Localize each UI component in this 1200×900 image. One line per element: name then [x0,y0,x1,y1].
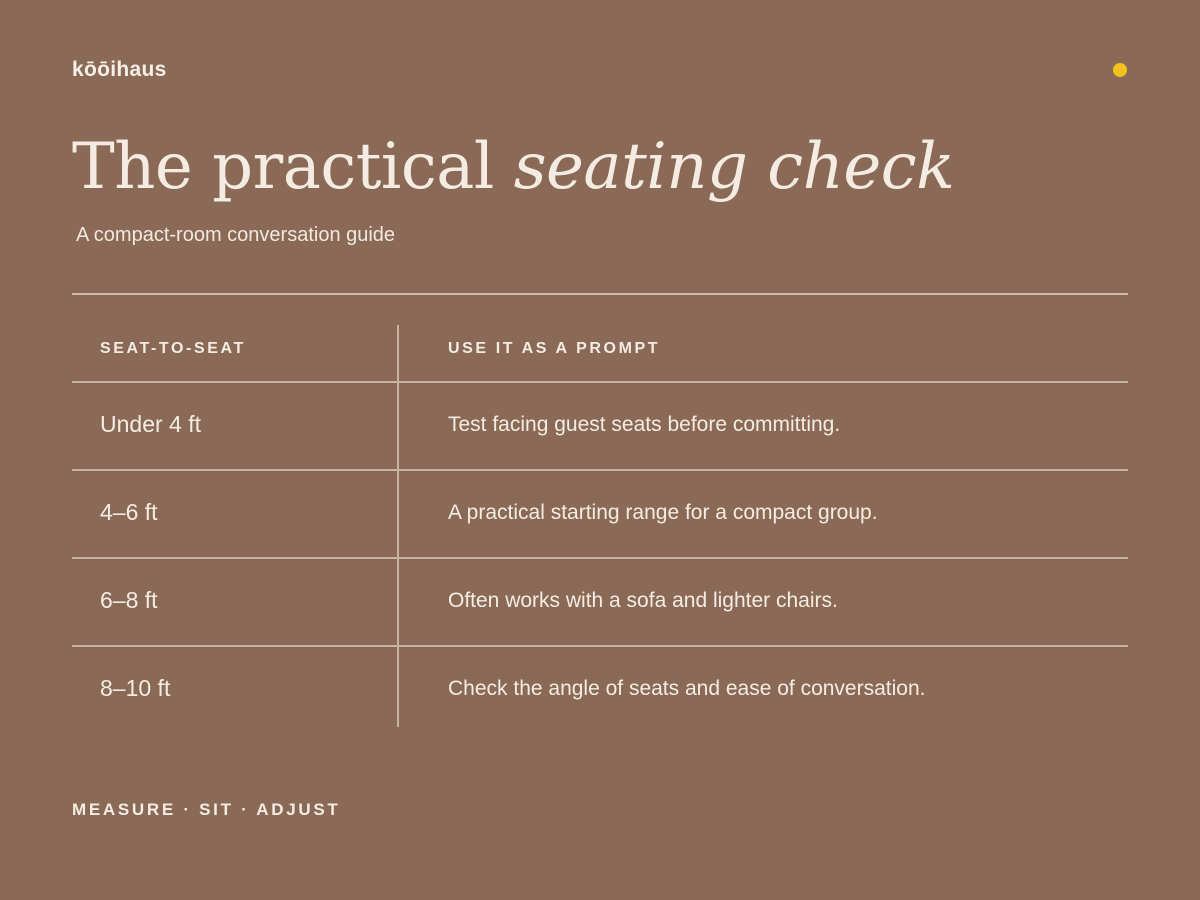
table-row [72,471,1128,559]
brand-logo: kōōihaus [72,58,167,81]
column-header-seat-to-seat: SEAT-TO-SEAT [100,340,246,357]
header-divider [72,293,1128,295]
distance-cell: Under 4 ft [100,411,201,437]
table-row [72,383,1128,471]
page-subtitle: A compact-room conversation guide [76,224,396,246]
distance-cell: 6–8 ft [100,587,158,613]
distance-cell: 4–6 ft [100,499,158,525]
title-plain: The practical [72,130,514,204]
prompt-cell: A practical starting range for a compact group. [448,501,878,524]
prompt-cell: Often works with a sofa and lighter chairs. [448,589,838,612]
page-title [72,132,954,202]
seating-table [72,325,1128,727]
column-header-prompt: USE IT AS A PROMPT [448,340,661,357]
prompt-cell: Check the angle of seats and ease of conversation. [448,677,926,700]
table-row [72,559,1128,647]
accent-dot-icon [1113,63,1127,77]
table-row [72,647,1128,733]
prompt-cell: Test facing guest seats before committing. [448,413,841,436]
title-italic: seating check [513,130,955,204]
footer-tagline: MEASURE · SIT · ADJUST [72,800,341,819]
table-header [72,325,1128,383]
distance-cell: 8–10 ft [100,675,171,701]
